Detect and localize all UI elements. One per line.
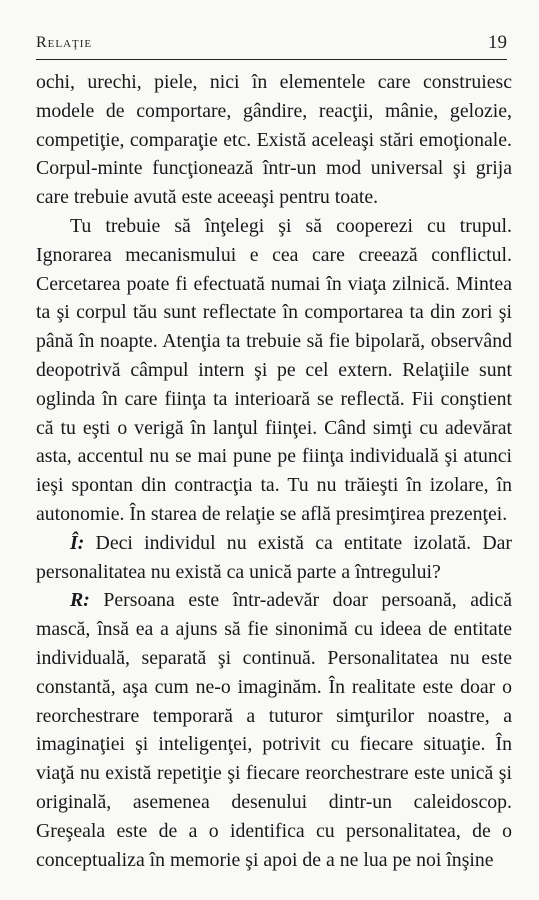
page-header <box>36 30 507 60</box>
running-head: Relaţie <box>36 34 93 51</box>
answer-paragraph <box>36 586 512 874</box>
paragraph-text: ochi, urechi, piele, nici în elementele care construiesc modele de comportare, gândire, reacţii, mânie, gelozie, competiţie, comparaţie etc. Există aceleaşi stări emoţionale. Corpul-minte funcţionează într-un mod universal şi grija care trebuie avută este aceeaşi pentru toate. <box>36 71 512 209</box>
body-text <box>36 68 512 874</box>
question-marker: Î: <box>70 531 85 554</box>
paragraph-text: Tu trebuie să înţelegi şi să cooperezi cu trupul. Ignorarea mecanismului e cea care creează conflictul. Cercetarea poate fi efectuată numai în viaţa zilnică. Mintea ta şi corpul tău sunt reflectate în comportarea ta din zori şi până în noapte. Atenţia ta trebuie să fie bipolară, observând deopotrivă câmpul intern şi pe cel extern. Relaţiile sunt oglinda în care fiinţa ta interioară se reflectă. Fii conştient că tu eşti o verigă în lanţul fiinţei. Când simţi cu adevărat asta, accentul nu se mai pune pe fiinţa individuală şi atunci ieşi spontan din contracţia ta. Tu nu trăieşti în izolare, în autonomie. În starea de relaţie se află presimţirea prezenţei. <box>36 214 512 525</box>
paragraph <box>36 212 512 529</box>
answer-marker: R: <box>70 589 90 612</box>
header-rule <box>36 59 507 60</box>
page-number: 19 <box>488 32 507 53</box>
answer-text: Persoana este într-adevăr doar persoană, adică mască, însă ea a ajuns să fie sinonimă cu ideea de entitate individuală, separată şi continuă. Personalitatea nu este constantă, aşa cum ne-o imaginăm. În realitate este doar o reorchestrare temporară a tuturor simţurilor noastre, a imaginaţiei şi inteligenţei, potrivit cu fiecare situaţie. În viaţă nu există repetiţie şi fiecare reorchestrare este unică şi originală, asemenea desenului dintr-un caleidoscop. Greşeala este de a o identifica cu personalitatea, de o conceptualiza în memorie şi apoi de a ne lua pe noi înşine <box>36 589 512 871</box>
paragraph-continued <box>36 68 512 212</box>
question-paragraph <box>36 529 512 587</box>
question-text: Deci individul nu există ca entitate izolată. Dar personalitatea nu există ca unică parte a întregului? <box>36 531 513 583</box>
